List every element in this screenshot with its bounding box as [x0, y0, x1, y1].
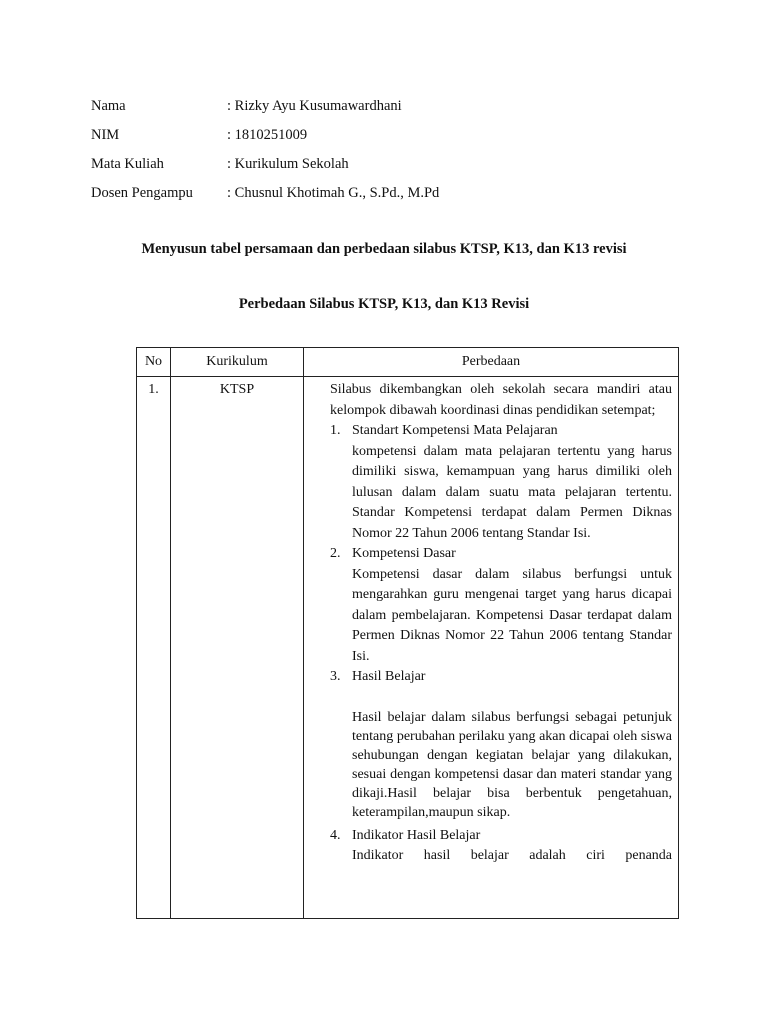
- header-kurikulum: Kurikulum: [171, 348, 304, 377]
- list-item: [330, 421, 672, 442]
- info-label: Nama: [91, 98, 126, 114]
- student-info: [91, 92, 439, 208]
- table-row: [137, 377, 679, 919]
- table-title: Perbedaan Silabus KTSP, K13, dan K13 Revisi: [238, 296, 530, 312]
- info-label: Mata Kuliah: [91, 156, 164, 172]
- info-label: Dosen Pengampu: [91, 185, 193, 201]
- item-title: Indikator Hasil Belajar: [352, 827, 481, 843]
- info-row-nama: [91, 92, 439, 121]
- header-perbedaan: Perbedaan: [304, 348, 679, 377]
- item-title: Kompetensi Dasar: [352, 546, 456, 561]
- item-description: Kompetensi dasar dalam silabus berfungsi untuk mengarahkan guru mengenai target yang harus dicapai dalam pembelajaran. Kompetensi Dasar terdapat dalam Permen Diknas Nomor 22 Tahun 2006 tentang Standar Isi.: [352, 566, 672, 664]
- item-number: 3.: [330, 669, 341, 684]
- document-title: Menyusun tabel persamaan dan perbedaan silabus KTSP, K13, dan K13 revisi: [141, 241, 627, 257]
- table-header-row: [137, 348, 679, 377]
- item-number: 4.: [330, 827, 341, 843]
- info-label: NIM: [91, 127, 120, 143]
- info-value: : Rizky Ayu Kusumawardhani: [227, 98, 402, 114]
- list-item: [330, 826, 672, 847]
- item-title: Standart Kompetensi Mata Pelajaran: [352, 423, 558, 438]
- item-description: Indikator hasil belajar adalah ciri penanda: [352, 848, 672, 863]
- info-row-mata-kuliah: [91, 150, 439, 179]
- item-description: kompetensi dalam mata pelajaran tertentu yang harus dimiliki siswa, kemampuan yang harus dimiliki oleh lulusan dalam dalam suatu mata pelajaran tertentu. Standar Kompetensi terdapat dalam Permen Diknas Nomor 22 Tahun 2006 tentang Standar Isi.: [352, 443, 672, 541]
- cell-kurikulum: KTSP: [171, 377, 304, 919]
- comparison-table: [136, 347, 679, 919]
- list-item: [330, 544, 672, 565]
- spacer: [330, 688, 672, 708]
- item-number: 2.: [330, 546, 341, 561]
- cell-no: 1.: [137, 377, 171, 919]
- info-value: : 1810251009: [227, 127, 308, 143]
- info-value: : Chusnul Khotimah G., S.Pd., M.Pd: [227, 185, 440, 201]
- info-row-nim: [91, 121, 439, 150]
- item-description: Hasil belajar dalam silabus berfungsi sebagai petunjuk tentang perubahan perilaku yang akan dicapai oleh siswa sehubungan dengan kegiatan belajar yang dilakukan, sesuai dengan kompetensi dasar dan materi standar yang dikaji.Hasil belajar bisa berbentuk pengetahuan, keterampilan,maupun sikap.: [352, 709, 672, 820]
- list-item: [330, 667, 672, 688]
- cell-perbedaan: [304, 377, 679, 919]
- info-row-dosen: [91, 179, 439, 208]
- intro-text: Silabus dikembangkan oleh sekolah secara mandiri atau kelompok dibawah koordinasi dinas pendidikan setempat;: [330, 382, 672, 418]
- header-no: No: [137, 348, 171, 377]
- item-title: Hasil Belajar: [352, 669, 426, 684]
- item-number: 1.: [330, 423, 341, 438]
- info-value: : Kurikulum Sekolah: [227, 156, 349, 172]
